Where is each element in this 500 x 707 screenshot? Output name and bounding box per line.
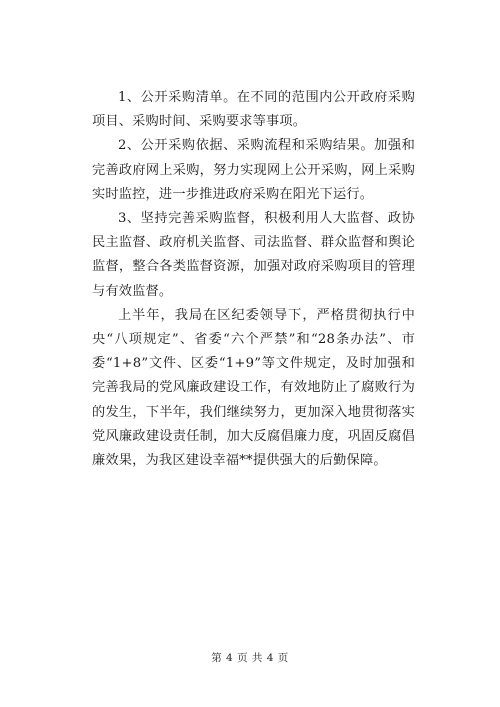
paragraph-procurement-supervision: 3、坚持完善采购监督，积极利用人大监督、政协民主监督、政府机关监督、司法监督、群众监督和舆论监督，整合各类监督资源，加强对政府采购项目的管理与有效监督。 [92, 211, 415, 299]
page-number-footer: 第 4 页 共 4 页 [211, 652, 289, 664]
document-body [92, 86, 415, 473]
paragraph-anti-corruption-summary: 上半年，我局在区纪委领导下，严格贯彻执行中央“八项规定”、省委“六个严禁”和“28条办法”、市委“1+8”文件、区委“1+9”等文件规定，及时加强和完善我局的党风廉政建设工作，有效地防止了腐败行为的发生，下半年，我们继续努力，更加深入地贯彻落实党风廉政建设责任制，加大反腐倡廉力度，巩固反腐倡廉效果，为我区建设幸福**提供强大的后勤保障。 [92, 307, 415, 469]
paragraph-procurement-basis: 2、公开采购依据、采购流程和采购结果。加强和完善政府网上采购，努力实现网上公开采购，网上采购实时监控，进一步推进政府采购在阳光下运行。 [92, 138, 415, 202]
paragraph-procurement-list: 1、公开采购清单。在不同的范围内公开政府采购项目、采购时间、采购要求等事项。 [92, 90, 415, 130]
